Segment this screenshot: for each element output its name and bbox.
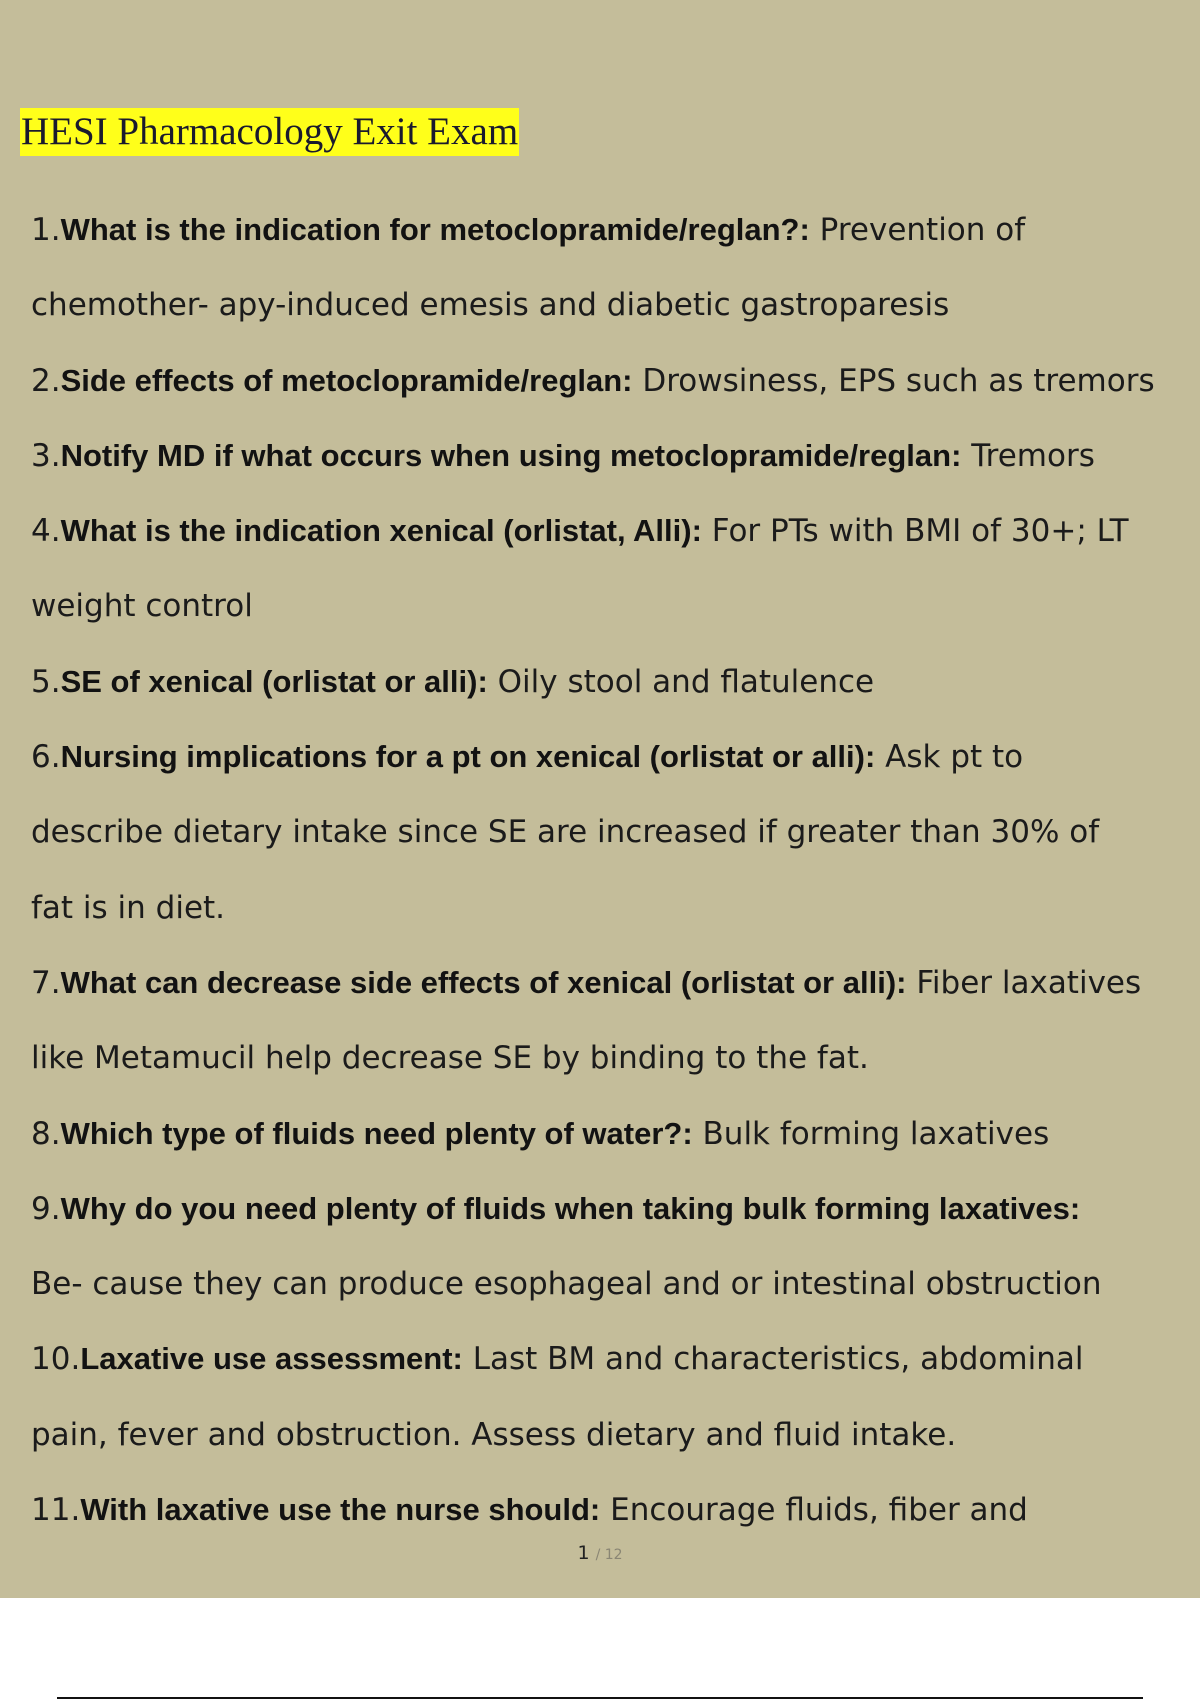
page-title: HESI Pharmacology Exit Exam [20, 108, 519, 156]
answer-text: Fiber laxatives [906, 964, 1142, 1001]
question-item [31, 1472, 1200, 1547]
page-current: 1 [577, 1542, 590, 1564]
answer-text: chemother- apy-induced emesis and diabetic gastroparesis [31, 287, 950, 324]
question-number: 9. [31, 1190, 61, 1227]
answer-text: Tremors [961, 437, 1095, 474]
question-line [31, 644, 1200, 719]
question-item [31, 719, 1200, 945]
answer-text: pain, fever and obstruction. Assess dietary and fluid intake. [31, 1416, 957, 1453]
question-item [31, 644, 1200, 719]
question-line [31, 418, 1200, 493]
question-number: 10. [31, 1341, 81, 1378]
question-line [31, 1321, 1200, 1396]
question-text: Notify MD if what occurs when using metoclopramide/reglan: [60, 437, 962, 473]
answer-text: Oily stool and flatulence [487, 663, 875, 700]
page-indicator [0, 1542, 1200, 1564]
question-number: 8. [31, 1115, 61, 1152]
question-text: Why do you need plenty of fluids when taking bulk forming laxatives: [60, 1190, 1081, 1226]
question-number: 11. [31, 1492, 81, 1529]
answer-text: Bulk forming laxatives [692, 1115, 1050, 1152]
question-text: With laxative use the nurse should: [80, 1492, 601, 1528]
question-text: Laxative use assessment: [80, 1341, 463, 1377]
question-number: 7. [31, 964, 61, 1001]
footer-rule [57, 1697, 1143, 1699]
question-line [31, 568, 1200, 643]
question-item [31, 1171, 1200, 1322]
question-line [31, 1397, 1200, 1472]
question-line [31, 719, 1200, 794]
question-item [31, 418, 1200, 493]
question-item [31, 192, 1200, 343]
question-line [31, 267, 1200, 342]
question-line [31, 794, 1200, 869]
answer-text: Last BM and characteristics, abdominal [462, 1341, 1084, 1378]
answer-text: Encourage fluids, fiber and [600, 1492, 1028, 1529]
question-text: Side effects of metoclopramide/reglan: [60, 362, 633, 398]
question-line [31, 343, 1200, 418]
question-text: Nursing implications for a pt on xenical (orlistat or alli): [60, 739, 876, 775]
question-line [31, 1171, 1200, 1246]
question-line [31, 1472, 1200, 1547]
question-line [31, 1246, 1200, 1321]
question-number: 3. [31, 437, 61, 474]
answer-text: Ask pt to [875, 739, 1024, 776]
question-number: 2. [31, 362, 61, 399]
question-text: What is the indication xenical (orlistat, Alli): [60, 513, 702, 549]
answer-text: fat is in diet. [31, 889, 226, 926]
question-number: 1. [31, 212, 61, 248]
question-item [31, 945, 1200, 1096]
question-text: Which type of fluids need plenty of water?: [60, 1115, 693, 1151]
answer-text: Prevention of [809, 212, 1026, 248]
question-text: What can decrease side effects of xenical (orlistat or alli): [60, 964, 907, 1000]
question-line [31, 1096, 1200, 1171]
question-item [31, 493, 1200, 644]
answer-text: weight control [31, 588, 253, 625]
question-number: 4. [31, 513, 61, 550]
question-item [31, 343, 1200, 418]
question-number: 5. [31, 663, 61, 700]
question-number: 6. [31, 739, 61, 776]
question-item [31, 1321, 1200, 1472]
question-text: SE of xenical (orlistat or alli): [60, 663, 488, 699]
question-line [31, 1020, 1200, 1095]
answer-text: describe dietary intake since SE are increased if greater than 30% of [31, 814, 1100, 851]
answer-text: like Metamucil help decrease SE by binding to the fat. [31, 1040, 869, 1077]
question-item [31, 1096, 1200, 1171]
answer-text: Drowsiness, EPS such as tremors [632, 362, 1155, 399]
answer-text: For PTs with BMI of 30+; LT [701, 513, 1129, 550]
question-line [31, 493, 1200, 568]
question-list [31, 192, 1200, 1547]
question-text: What is the indication for metoclopramide/reglan?: [60, 212, 810, 247]
question-line [31, 870, 1200, 945]
question-line [31, 192, 1200, 267]
page-total: / 12 [595, 1547, 623, 1563]
answer-text: Be- cause they can produce esophageal and or intestinal obstruction [31, 1266, 1102, 1303]
question-line [31, 945, 1200, 1020]
